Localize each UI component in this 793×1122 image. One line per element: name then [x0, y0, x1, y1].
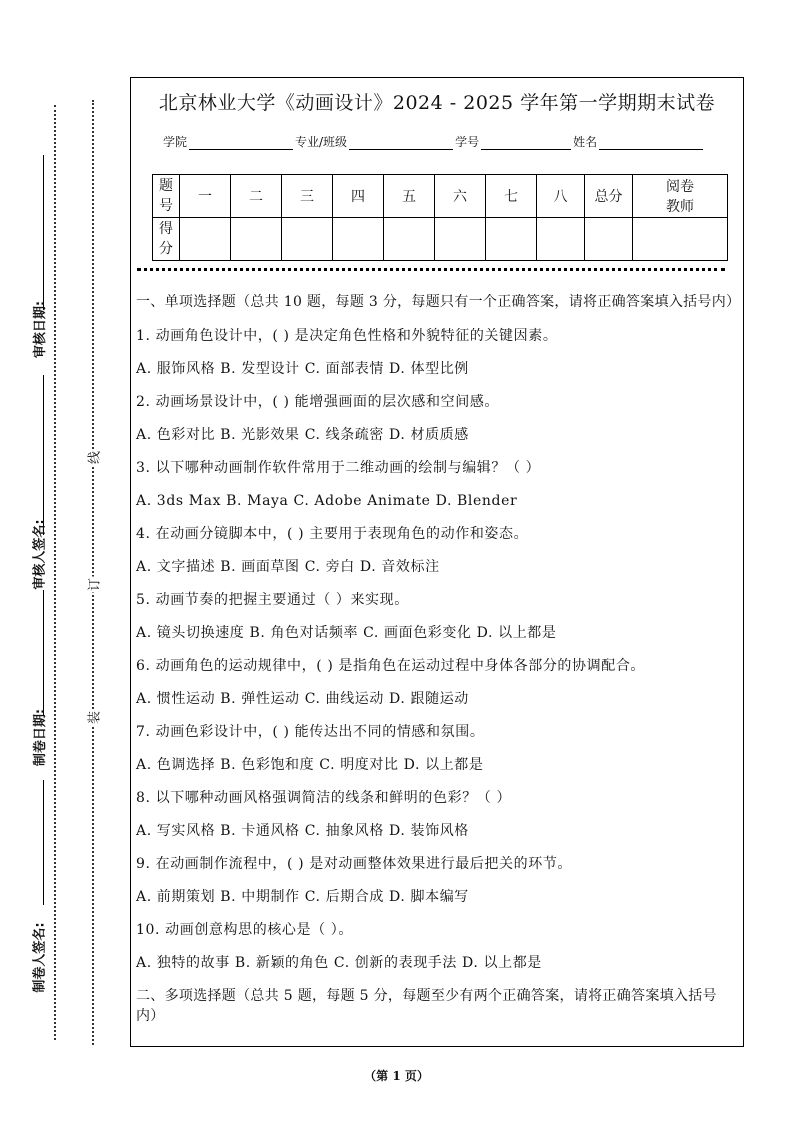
- question-8: 8. 以下哪种动画风格强调简洁的线条和鲜明的色彩？（ ）: [136, 790, 512, 806]
- score-cell-3[interactable]: [282, 218, 333, 261]
- col-5: 五: [384, 175, 435, 218]
- signature-line-auditor: [43, 375, 44, 535]
- col-8: 八: [537, 175, 585, 218]
- student-id-blank[interactable]: [481, 135, 571, 150]
- reviewer-header: 阅卷 教师: [633, 175, 728, 218]
- score-cell-4[interactable]: [333, 218, 384, 261]
- score-cell-6[interactable]: [435, 218, 486, 261]
- question-7: 7. 动画色彩设计中，( ) 能传达出不同的情感和氛围。: [136, 724, 485, 740]
- binding-dotted-line: [92, 100, 94, 1045]
- question-9: 9. 在动画制作流程中，( ) 是对动画整体效果进行最后把关的环节。: [136, 856, 573, 872]
- score-cell-1[interactable]: [180, 218, 231, 261]
- score-cell-8[interactable]: [537, 218, 585, 261]
- compile-date-label: 制卷日期:: [33, 708, 49, 767]
- binding-dotted-line-left: [54, 105, 56, 1040]
- question-6: 6. 动画角色的运动规律中，( ) 是指角色在运动过程中身体各部分的协调配合。: [136, 658, 646, 674]
- options-8: A. 写实风格 B. 卡通风格 C. 抽象风格 D. 装饰风格: [136, 823, 469, 839]
- question-4: 4. 在动画分镜脚本中，( ) 主要用于表现角色的动作和姿态。: [136, 526, 529, 542]
- score-cell-7[interactable]: [486, 218, 537, 261]
- exam-paper-frame: [130, 77, 744, 1047]
- cut-mark-line: 线: [84, 450, 103, 466]
- signature-line-audit-date: [43, 155, 44, 310]
- page-number: （第 1 页）: [364, 1069, 429, 1083]
- exam-title: 北京林业大学《动画设计》2024 - 2025 学年第一学期期末试卷: [158, 92, 716, 114]
- col-1: 一: [180, 175, 231, 218]
- cut-mark-bind: 订: [84, 577, 103, 593]
- header-separator: [137, 268, 725, 271]
- compiler-signature-label: 制卷人签名:: [32, 922, 48, 993]
- audit-date-label: 审核日期:: [33, 300, 49, 359]
- student-id-label: 学号: [455, 135, 480, 149]
- options-7: A. 色调选择 B. 色彩饱和度 C. 明度对比 D. 以上都是: [136, 757, 484, 773]
- section-1-heading: 一、单项选择题（总共 10 题，每题 3 分，每题只有一个正确答案，请将正确答案填入括号内）: [136, 294, 741, 310]
- question-number-header: 题 号: [153, 175, 180, 218]
- score-header: 得 分: [153, 218, 180, 261]
- college-label: 学院: [163, 135, 188, 149]
- options-2: A. 色彩对比 B. 光影效果 C. 线条疏密 D. 材质质感: [136, 427, 469, 443]
- options-10: A. 独特的故事 B. 新颖的角色 C. 创新的表现手法 D. 以上都是: [136, 955, 542, 971]
- col-3: 三: [282, 175, 333, 218]
- college-blank[interactable]: [189, 135, 293, 150]
- options-5: A. 镜头切换速度 B. 角色对话频率 C. 画面色彩变化 D. 以上都是: [136, 625, 557, 641]
- cut-mark-mount: 装: [84, 710, 103, 726]
- col-7: 七: [486, 175, 537, 218]
- name-blank[interactable]: [599, 135, 703, 150]
- question-1: 1. 动画角色设计中，( ) 是决定角色性格和外貌特征的关键因素。: [136, 328, 558, 344]
- score-cell-total[interactable]: [585, 218, 633, 261]
- score-table: [152, 174, 728, 261]
- major-blank[interactable]: [349, 135, 453, 150]
- score-cell-5[interactable]: [384, 218, 435, 261]
- options-4: A. 文字描述 B. 画面草图 C. 旁白 D. 音效标注: [136, 559, 440, 575]
- options-3: A. 3ds Max B. Maya C. Adobe Animate D. Blender: [136, 493, 518, 509]
- question-content: [136, 292, 741, 1040]
- question-5: 5. 动画节奏的把握主要通过（ ）来实现。: [136, 592, 409, 608]
- col-2: 二: [231, 175, 282, 218]
- auditor-signature-label: 审核人签名:: [32, 519, 48, 590]
- options-1: A. 服饰风格 B. 发型设计 C. 面部表情 D. 体型比例: [136, 361, 469, 377]
- col-total: 总分: [585, 175, 633, 218]
- major-label: 专业/班级: [295, 135, 348, 149]
- section-2-heading: 二、多项选择题（总共 5 题，每题 5 分，每题至少有两个正确答案，请将正确答案填入括号内）: [136, 988, 717, 1024]
- options-9: A. 前期策划 B. 中期制作 C. 后期合成 D. 脚本编写: [136, 889, 469, 905]
- score-cell-2[interactable]: [231, 218, 282, 261]
- score-table-score-row: [153, 218, 728, 261]
- options-6: A. 惯性运动 B. 弹性运动 C. 曲线运动 D. 跟随运动: [136, 691, 469, 707]
- question-2: 2. 动画场景设计中，( ) 能增强画面的层次感和空间感。: [136, 394, 500, 410]
- reviewer-cell[interactable]: [633, 218, 728, 261]
- name-label: 姓名: [573, 135, 598, 149]
- question-3: 3. 以下哪种动画制作软件常用于二维动画的绘制与编辑？（ ）: [136, 460, 541, 476]
- signature-line-compile-date: [43, 590, 44, 715]
- col-4: 四: [333, 175, 384, 218]
- col-6: 六: [435, 175, 486, 218]
- student-info-row: [163, 133, 705, 150]
- signature-line-compiler: [43, 780, 44, 905]
- question-10: 10. 动画创意构思的核心是（ ）。: [136, 922, 353, 938]
- score-table-header-row: [153, 175, 728, 218]
